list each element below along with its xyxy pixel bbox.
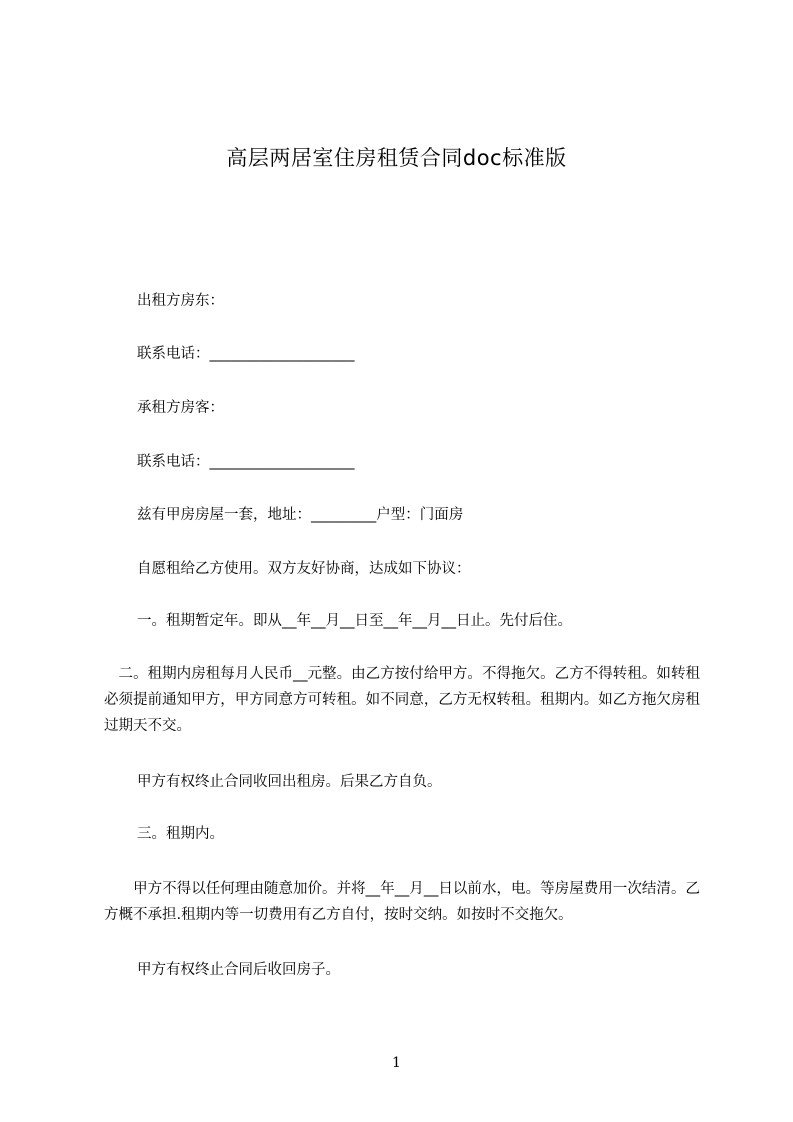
property-line: 兹有甲房房屋一套，地址：_________户型：门面房 <box>137 507 464 523</box>
price-clause: 甲方不得以任何理由随意加价。并将__年__月__日以前水，电。等房屋费用一次结清。乙方概不承担.租期内等一切费用有乙方自付，按时交纳。如按时不交拖欠。 <box>104 881 700 923</box>
agreement-line: 自愿租给乙方使用。双方友好协商，达成如下协议： <box>137 561 471 577</box>
clause-one: 一。租期暂定年。即从__年__月__日至__年__月__日止。先付后住。 <box>137 613 572 629</box>
lessor-line: 出租方房东： <box>137 293 224 309</box>
clause-three: 三。租期内。 <box>137 826 224 842</box>
termination-one: 甲方有权终止合同收回出租房。后果乙方自负。 <box>137 774 442 790</box>
page-number: 1 <box>392 1055 401 1071</box>
clause-two: 二。租期内房租每月人民币__元整。由乙方按付给甲方。不得拖欠。乙方不得转租。如转租必须提前通知甲方，甲方同意方可转租。如不同意，乙方无权转租。租期内。如乙方拖欠房租过期天不交。 <box>104 666 700 734</box>
document-title: 高层两居室住房租赁合同doc标准版 <box>226 146 567 170</box>
lessee-line: 承租方房客： <box>137 400 224 416</box>
lessee-phone-line: 联系电话：____________________ <box>137 454 355 470</box>
termination-two: 甲方有权终止合同后收回房子。 <box>137 962 340 978</box>
lessor-phone-line: 联系电话：____________________ <box>137 346 355 362</box>
